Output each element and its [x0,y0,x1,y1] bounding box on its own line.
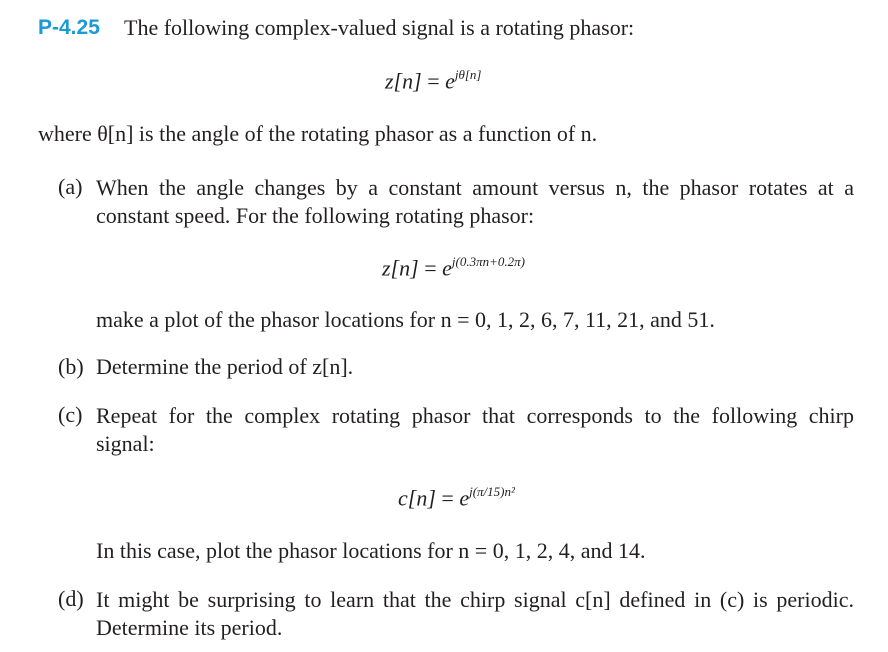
part-a-line2: constant speed. For the following rotating phasor: [96,203,535,228]
part-b-label: (b) [58,354,84,379]
part-c-line2: signal: [96,431,155,456]
problem-id: P-4.25 [38,16,100,39]
part-c-equation [398,485,515,511]
part-a-after: make a plot of the phasor locations for n = 0, 1, 2, 6, 7, 11, 21, and 51. [96,307,715,332]
part-a-label: (a) [58,174,83,199]
part-a-eq-exponent: j(0.3πn+0.2π) [451,254,525,269]
problem-intro: The following complex-valued signal is a rotating phasor: [124,15,635,40]
part-c-after: In this case, plot the phasor locations for n = 0, 1, 2, 4, and 14. [96,538,646,563]
part-c-eq-lhs: c[n] [398,485,436,511]
part-d-label: (d) [58,586,84,611]
equation-main [385,68,482,94]
eq-exponent: jθ[n] [454,67,482,82]
part-c-eq-base: e [459,485,470,511]
part-d-line2: Determine its period. [96,615,283,640]
part-c-eq-sign: = [441,485,454,511]
where-line: where θ[n] is the angle of the rotating phasor as a function of n. [38,121,598,146]
part-c-eq-exponent: j(π/15)n² [469,484,515,499]
part-a-equation [382,255,525,281]
part-c-text [96,402,854,458]
part-a-text [96,174,854,230]
part-a-eq-lhs: z[n] [382,255,419,281]
part-d-line1: It might be surprising to learn that the chirp signal c[n] defined in (c) is periodic. [96,587,854,612]
part-c-label: (c) [58,402,83,427]
part-b-text: Determine the period of z[n]. [96,354,354,379]
part-c-line1: Repeat for the complex rotating phasor that corresponds to the following chirp [96,403,854,428]
eq-lhs: z[n] [385,68,422,94]
part-a-line1: When the angle changes by a constant amount versus n, the phasor rotates at a [96,175,854,200]
part-a-eq-sign: = [424,255,437,281]
part-d-text [96,586,854,642]
eq-sign: = [427,68,440,94]
part-a-eq-base: e [442,255,452,281]
eq-base: e [445,68,455,94]
